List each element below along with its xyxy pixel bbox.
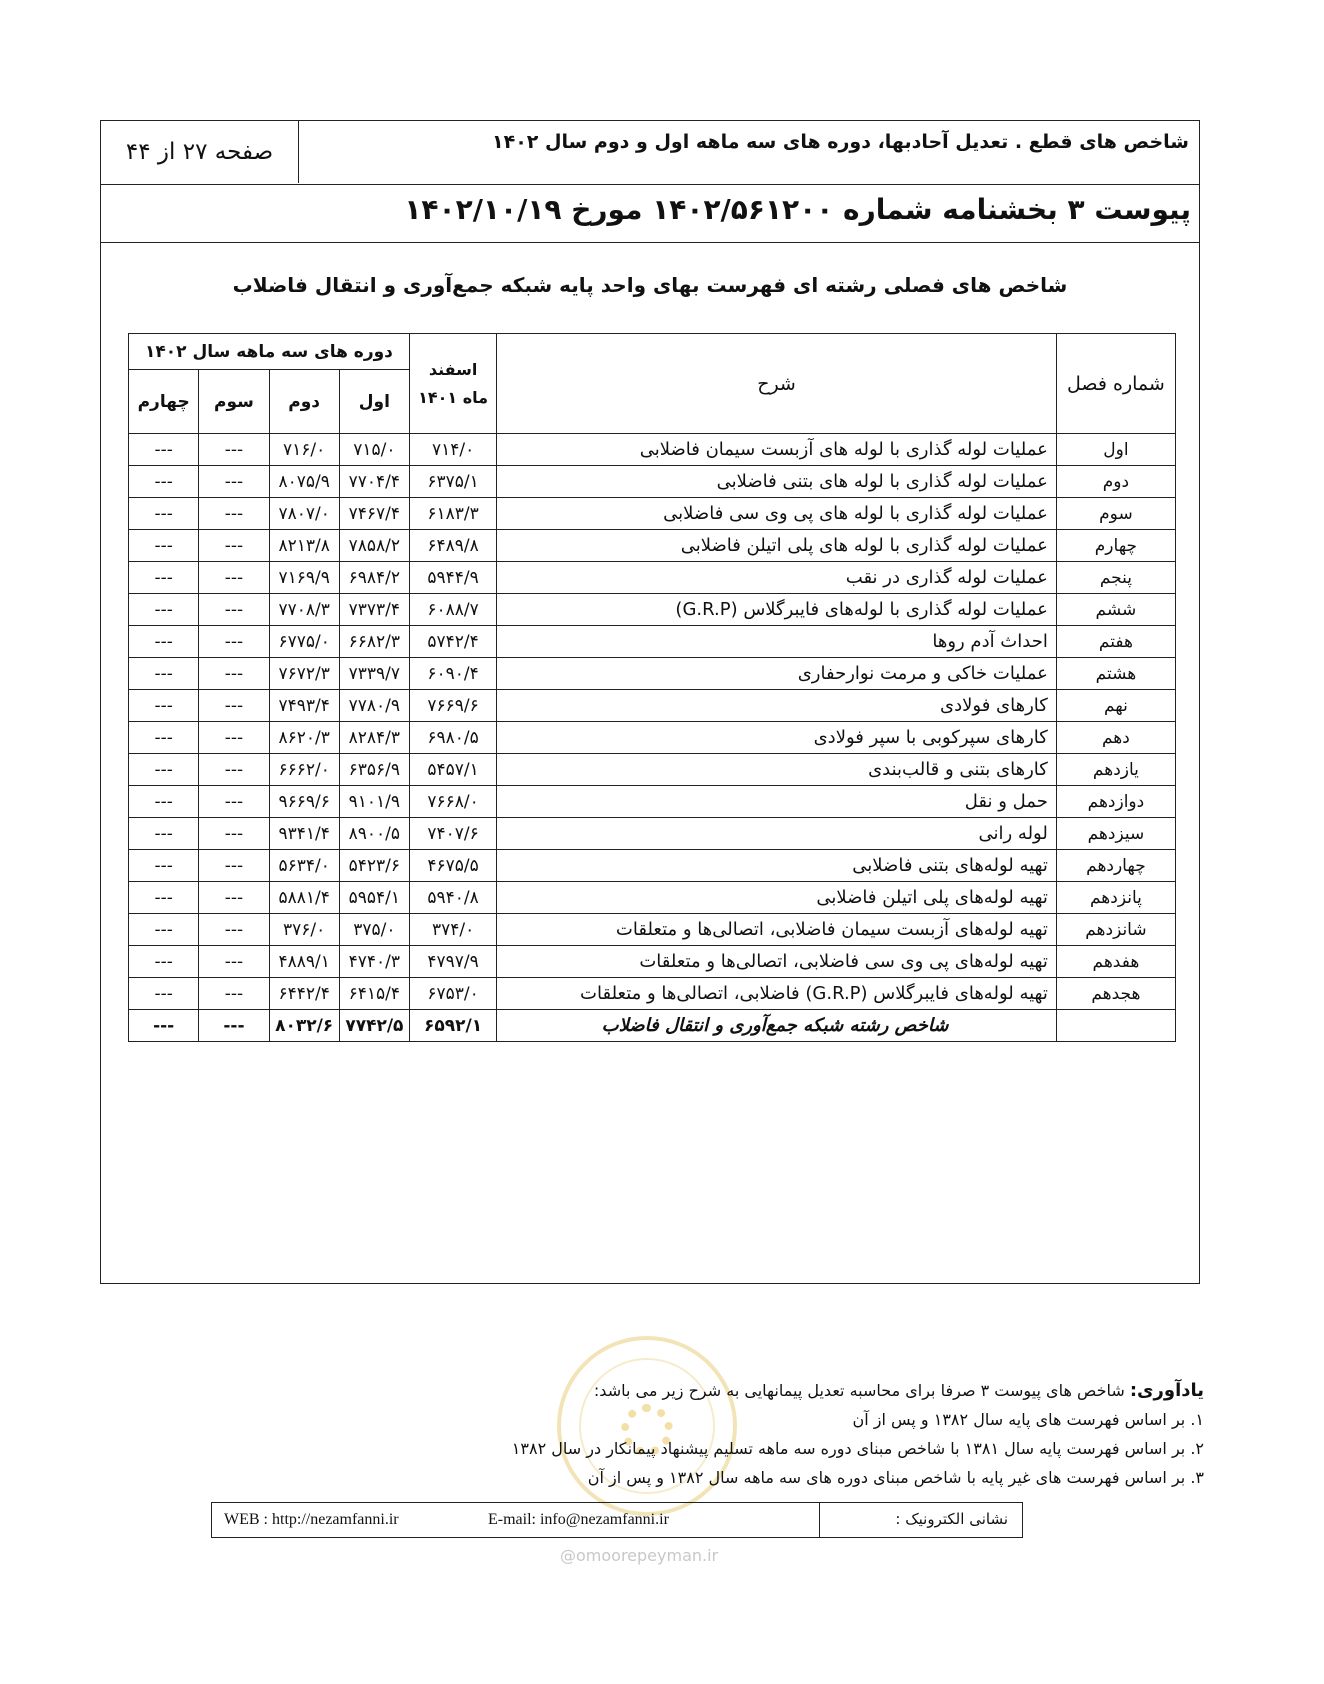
q1-cell: ۶۳۵۶/۹ — [339, 754, 409, 786]
q2-cell: ۷۶۷۲/۳ — [269, 658, 339, 690]
fasl-cell: چهاردهم — [1056, 850, 1175, 882]
fasl-cell: پانزدهم — [1056, 882, 1175, 914]
description-cell: عملیات خاکی و مرمت نوارحفاری — [497, 658, 1057, 690]
q3-cell: --- — [199, 530, 269, 562]
description-cell: عملیات لوله گذاری با لوله های آزبست سیمان فاضلابی — [497, 434, 1057, 466]
q3-cell: --- — [199, 658, 269, 690]
q1-cell: ۴۷۴۰/۳ — [339, 946, 409, 978]
footer-email-link[interactable]: E-mail: info@nezamfanni.ir — [488, 1511, 669, 1528]
q2-cell: ۹۶۶۹/۶ — [269, 786, 339, 818]
q3-cell: --- — [199, 626, 269, 658]
q3-cell: --- — [199, 946, 269, 978]
q3-cell: --- — [199, 434, 269, 466]
q3-cell: --- — [199, 882, 269, 914]
q2-cell: ۸۰۷۵/۹ — [269, 466, 339, 498]
esfand-cell: ۵۹۴۰/۸ — [409, 882, 496, 914]
note-item: ۲. بر اساس فهرست پایه سال ۱۳۸۱ با شاخص مبنای دوره سه ماهه تسلیم پیشنهاد پیمانکار در سال ۱۳۸۲ — [511, 1439, 1204, 1458]
q3-cell: --- — [199, 818, 269, 850]
esfand-cell: ۷۴۰۷/۶ — [409, 818, 496, 850]
q1-cell: ۷۷۰۴/۴ — [339, 466, 409, 498]
q1-cell: ۳۷۵/۰ — [339, 914, 409, 946]
table-row — [129, 658, 1176, 690]
description-cell: کارهای بتنی و قالب‌بندی — [497, 754, 1057, 786]
esfand-cell: ۵۷۴۲/۴ — [409, 626, 496, 658]
esfand-cell: ۵۴۵۷/۱ — [409, 754, 496, 786]
q4-cell: --- — [129, 882, 199, 914]
table-row — [129, 594, 1176, 626]
table-row — [129, 562, 1176, 594]
q2-cell: ۳۷۶/۰ — [269, 914, 339, 946]
total-description-cell: شاخص رشته شبکه جمع‌آوری و انتقال فاضلاب — [497, 1010, 1057, 1042]
fasl-cell: هشتم — [1056, 658, 1175, 690]
table-row — [129, 946, 1176, 978]
q2-cell: ۷۱۶/۰ — [269, 434, 339, 466]
header-esfand — [409, 334, 496, 434]
document-title: شاخص های قطع . تعدیل آحادبها، دوره های سه ماهه اول و دوم سال ۱۴۰۲ — [492, 131, 1189, 153]
q4-cell: --- — [129, 562, 199, 594]
q4-cell: --- — [129, 594, 199, 626]
header-description: شرح — [497, 334, 1057, 434]
table-row — [129, 722, 1176, 754]
description-cell: تهیه لوله‌های آزبست سیمان فاضلابی، اتصالی‌ها و متعلقات — [497, 914, 1057, 946]
header-row — [101, 121, 1199, 185]
q3-cell: --- — [199, 562, 269, 594]
q2-cell: ۷۱۶۹/۹ — [269, 562, 339, 594]
q1-cell: ۷۱۵/۰ — [339, 434, 409, 466]
q1-cell: ۷۳۷۳/۴ — [339, 594, 409, 626]
q3-cell: --- — [199, 850, 269, 882]
q2-cell: ۶۷۷۵/۰ — [269, 626, 339, 658]
q1-cell: ۵۹۵۴/۱ — [339, 882, 409, 914]
table-row — [129, 530, 1176, 562]
description-cell: تهیه لوله‌های پلی اتیلن فاضلابی — [497, 882, 1057, 914]
fasl-cell: شانزدهم — [1056, 914, 1175, 946]
header-q4: چهارم — [129, 370, 199, 434]
q3-cell: --- — [199, 498, 269, 530]
q3-cell: --- — [199, 786, 269, 818]
description-cell: تهیه لوله‌های بتنی فاضلابی — [497, 850, 1057, 882]
notes-heading — [512, 1376, 1204, 1405]
header-fasl: شماره فصل — [1056, 334, 1175, 434]
footer-web-link[interactable]: WEB : http://nezamfanni.ir — [224, 1511, 399, 1528]
q2-cell: ۴۸۸۹/۱ — [269, 946, 339, 978]
note-item: ۱. بر اساس فهرست های پایه سال ۱۳۸۲ و پس از آن — [852, 1410, 1204, 1429]
q4-cell: --- — [129, 722, 199, 754]
appendix-row — [101, 185, 1199, 243]
table-row — [129, 882, 1176, 914]
fasl-cell: چهارم — [1056, 530, 1175, 562]
page-frame — [100, 120, 1200, 1284]
notes-title: یادآوری: — [1129, 1380, 1204, 1401]
q1-cell: ۷۷۸۰/۹ — [339, 690, 409, 722]
total-q4-cell: --- — [129, 1010, 199, 1042]
q4-cell: --- — [129, 466, 199, 498]
q1-cell: ۷۳۳۹/۷ — [339, 658, 409, 690]
description-cell: عملیات لوله گذاری با لوله های بتنی فاضلابی — [497, 466, 1057, 498]
total-esfand-cell: ۶۵۹۲/۱ — [409, 1010, 496, 1042]
q3-cell: --- — [199, 914, 269, 946]
appendix-title: پیوست ۳ بخشنامه شماره ۱۴۰۲/۵۶۱۲۰۰ مورخ ۱۴۰۲/۱۰/۱۹ — [404, 193, 1191, 226]
esfand-cell: ۷۱۴/۰ — [409, 434, 496, 466]
table-row — [129, 978, 1176, 1010]
fasl-cell: دهم — [1056, 722, 1175, 754]
q4-cell: --- — [129, 530, 199, 562]
esfand-cell: ۶۳۷۵/۱ — [409, 466, 496, 498]
q1-cell: ۷۴۶۷/۴ — [339, 498, 409, 530]
note-item: ۳. بر اساس فهرست های غیر پایه با شاخص مبنای دوره های سه ماهه سال ۱۳۸۲ و پس از آن — [587, 1468, 1204, 1487]
q4-cell: --- — [129, 434, 199, 466]
description-cell: کارهای فولادی — [497, 690, 1057, 722]
table-row — [129, 498, 1176, 530]
q3-cell: --- — [199, 978, 269, 1010]
table-row — [129, 434, 1176, 466]
fasl-cell: نهم — [1056, 690, 1175, 722]
fasl-cell: اول — [1056, 434, 1175, 466]
description-cell: تهیه لوله‌های فایبرگلاس (G.R.P) فاضلابی، اتصالی‌ها و متعلقات — [497, 978, 1057, 1010]
q2-cell: ۶۴۴۲/۴ — [269, 978, 339, 1010]
q4-cell: --- — [129, 498, 199, 530]
q4-cell: --- — [129, 754, 199, 786]
esfand-cell: ۳۷۴/۰ — [409, 914, 496, 946]
q2-cell: ۷۷۰۸/۳ — [269, 594, 339, 626]
q2-cell: ۵۸۸۱/۴ — [269, 882, 339, 914]
notes-intro: شاخص های پیوست ۳ صرفا برای محاسبه تعدیل پیمانهایی به شرح زیر می باشد: — [593, 1381, 1130, 1400]
q4-cell: --- — [129, 658, 199, 690]
page-number: صفحه ۲۷ از ۴۴ — [101, 121, 299, 183]
description-cell: عملیات لوله گذاری با لوله‌های فایبرگلاس (G.R.P) — [497, 594, 1057, 626]
table-row — [129, 690, 1176, 722]
q1-cell: ۶۶۸۲/۳ — [339, 626, 409, 658]
q2-cell: ۵۶۳۴/۰ — [269, 850, 339, 882]
q4-cell: --- — [129, 690, 199, 722]
q4-cell: --- — [129, 626, 199, 658]
fasl-cell: دوازدهم — [1056, 786, 1175, 818]
table-row — [129, 914, 1176, 946]
total-q3-cell: --- — [199, 1010, 269, 1042]
q1-cell: ۵۴۲۳/۶ — [339, 850, 409, 882]
q4-cell: --- — [129, 978, 199, 1010]
description-cell: کارهای سپرکوبی با سپر فولادی — [497, 722, 1057, 754]
q4-cell: --- — [129, 946, 199, 978]
table-row — [129, 626, 1176, 658]
description-cell: عملیات لوله گذاری با لوله های پلی اتیلن فاضلابی — [497, 530, 1057, 562]
header-q2: دوم — [269, 370, 339, 434]
q3-cell: --- — [199, 466, 269, 498]
header-q1: اول — [339, 370, 409, 434]
q4-cell: --- — [129, 914, 199, 946]
esfand-cell: ۶۷۵۳/۰ — [409, 978, 496, 1010]
esfand-cell: ۶۰۸۸/۷ — [409, 594, 496, 626]
description-cell: حمل و نقل — [497, 786, 1057, 818]
q4-cell: --- — [129, 818, 199, 850]
table-row — [129, 850, 1176, 882]
q4-cell: --- — [129, 786, 199, 818]
q4-cell: --- — [129, 850, 199, 882]
q1-cell: ۶۹۸۴/۲ — [339, 562, 409, 594]
total-q2-cell: ۸۰۳۲/۶ — [269, 1010, 339, 1042]
description-cell: احداث آدم روها — [497, 626, 1057, 658]
description-cell: لوله رانی — [497, 818, 1057, 850]
footer-box — [211, 1502, 1023, 1538]
q1-cell: ۸۹۰۰/۵ — [339, 818, 409, 850]
q3-cell: --- — [199, 722, 269, 754]
q2-cell: ۷۴۹۳/۴ — [269, 690, 339, 722]
q2-cell: ۸۲۱۳/۸ — [269, 530, 339, 562]
table-total-row — [129, 1010, 1176, 1042]
q1-cell: ۷۸۵۸/۲ — [339, 530, 409, 562]
table-row — [129, 786, 1176, 818]
q2-cell: ۹۳۴۱/۴ — [269, 818, 339, 850]
index-table — [128, 333, 1176, 1042]
q3-cell: --- — [199, 754, 269, 786]
esfand-cell: ۵۹۴۴/۹ — [409, 562, 496, 594]
header-esfand-text: اسفند ماه ۱۴۰۱ — [418, 359, 489, 407]
esfand-cell: ۶۱۸۳/۳ — [409, 498, 496, 530]
fasl-cell: سیزدهم — [1056, 818, 1175, 850]
notes-section — [512, 1376, 1204, 1492]
fasl-cell: هفدهم — [1056, 946, 1175, 978]
table-row — [129, 818, 1176, 850]
description-cell: تهیه لوله‌های پی وی سی فاضلابی، اتصالی‌ها و متعلقات — [497, 946, 1057, 978]
esfand-cell: ۶۴۸۹/۸ — [409, 530, 496, 562]
table-row — [129, 754, 1176, 786]
q3-cell: --- — [199, 690, 269, 722]
fasl-cell: هجدهم — [1056, 978, 1175, 1010]
fasl-cell: یازدهم — [1056, 754, 1175, 786]
esfand-cell: ۶۹۸۰/۵ — [409, 722, 496, 754]
header-quarters-group: دوره های سه ماهه سال ۱۴۰۲ — [129, 334, 410, 370]
table-subtitle: شاخص های فصلی رشته ای فهرست بهای واحد پایه شبکه جمع‌آوری و انتقال فاضلاب — [232, 273, 1068, 297]
esfand-cell: ۴۶۷۵/۵ — [409, 850, 496, 882]
q2-cell: ۷۸۰۷/۰ — [269, 498, 339, 530]
q3-cell: --- — [199, 594, 269, 626]
esfand-cell: ۴۷۹۷/۹ — [409, 946, 496, 978]
fasl-cell: پنجم — [1056, 562, 1175, 594]
fasl-cell: هفتم — [1056, 626, 1175, 658]
q1-cell: ۸۲۸۴/۳ — [339, 722, 409, 754]
description-cell: عملیات لوله گذاری با لوله های پی وی سی فاضلابی — [497, 498, 1057, 530]
q2-cell: ۸۶۲۰/۳ — [269, 722, 339, 754]
q1-cell: ۶۴۱۵/۴ — [339, 978, 409, 1010]
footer-label: نشانی الکترونیک : — [819, 1503, 1022, 1537]
watermark-text: @omoorepeyman.ir — [560, 1546, 719, 1565]
fasl-cell: سوم — [1056, 498, 1175, 530]
total-q1-cell: ۷۷۴۲/۵ — [339, 1010, 409, 1042]
esfand-cell: ۶۰۹۰/۴ — [409, 658, 496, 690]
description-cell: عملیات لوله گذاری در نقب — [497, 562, 1057, 594]
q2-cell: ۶۶۶۲/۰ — [269, 754, 339, 786]
header-q3: سوم — [199, 370, 269, 434]
esfand-cell: ۷۶۶۸/۰ — [409, 786, 496, 818]
esfand-cell: ۷۶۶۹/۶ — [409, 690, 496, 722]
q1-cell: ۹۱۰۱/۹ — [339, 786, 409, 818]
fasl-cell: ششم — [1056, 594, 1175, 626]
fasl-cell: دوم — [1056, 466, 1175, 498]
fasl-cell — [1056, 1010, 1175, 1042]
table-row — [129, 466, 1176, 498]
